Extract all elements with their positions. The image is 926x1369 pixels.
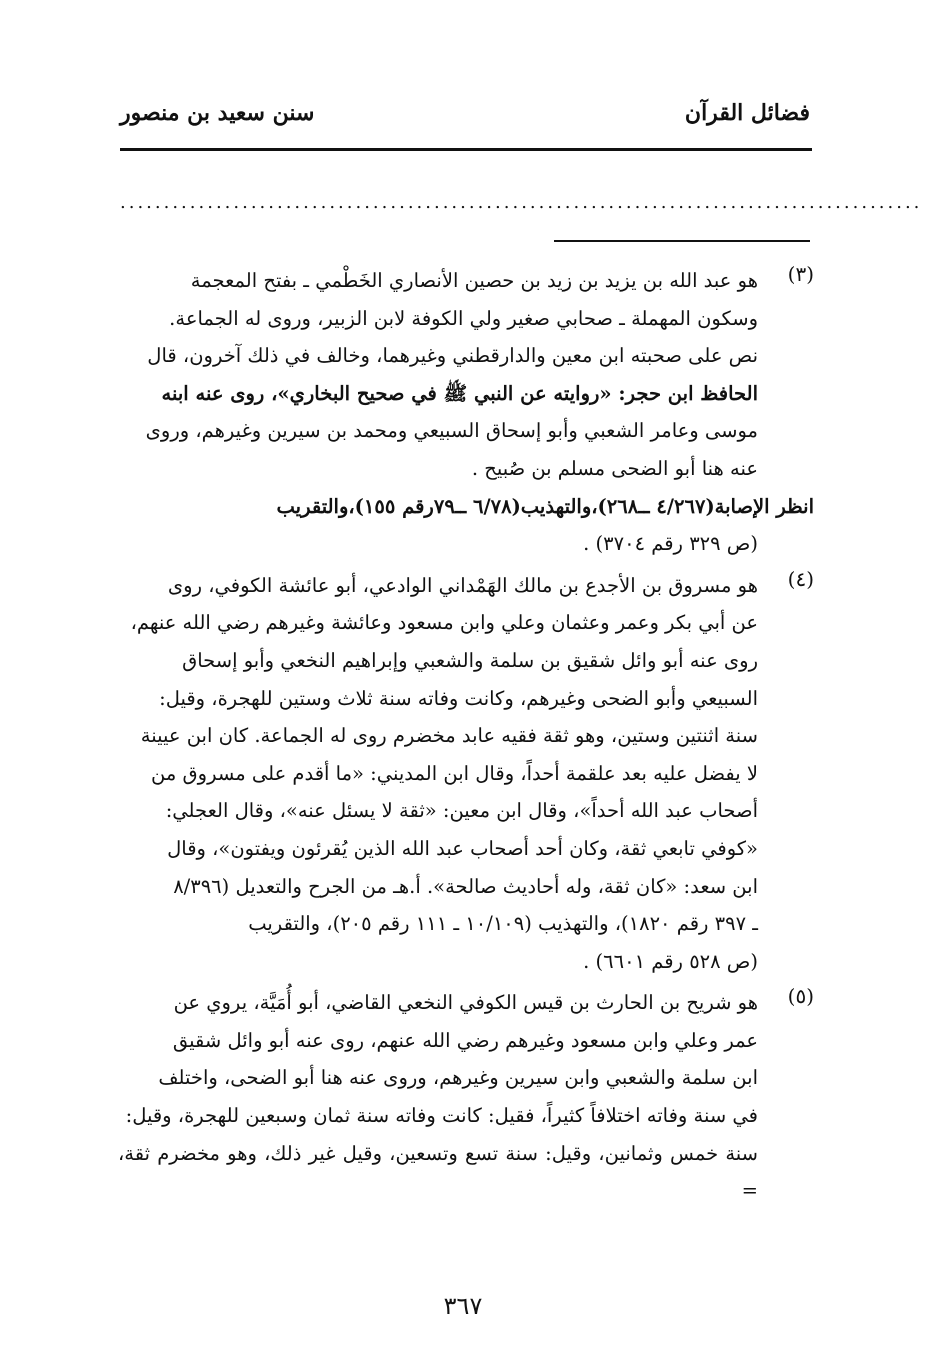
footnote-line: لا يفضل عليه بعد علقمة أحداً، وقال ابن المديني: «ما أقدم على مسروق من [151,761,758,785]
footnote-line: روى عنه أبو وائل شقيق بن سلمة والشعبي وإبراهيم النخعي وأبو إسحاق [182,648,758,672]
running-header [120,100,810,140]
reference-line: (ص ٣٢٩ رقم ٣٧٠٤) . [583,532,758,556]
footnote-line: سنة اثنتين وستين، وهو ثقة فقيه عابد مخضرم روى له الجماعة. كان ابن عيينة [140,724,758,748]
footnote-line: موسى وعامر الشعبي وأبو إسحاق السبيعي ومحمد بن سيرين وغيرهم، وروى [145,419,758,443]
footnote-line: هو مسروق بن الأجدع بن مالك الهَمْداني الوادعي، أبو عائشة الكوفي، روى [167,573,758,597]
footnote-line: سنة خمس وثمانين، وقيل: سنة تسع وتسعين، وقيل غير ذلك، وهو مخضرم ثقة، = [118,1141,758,1203]
footnote-line: وسكون المهملة ـ صحابي صغير ولي الكوفة لابن الزبير، وروى له الجماعة. [169,306,758,330]
footnotes [118,262,814,1214]
footnote-number: (٥) [787,984,814,1009]
footnote-line: الحافظ ابن حجر: «روايته عن النبي ﷺ في صحيح البخاري»، روى عنه ابنه [161,381,758,405]
footnote-4 [118,567,814,981]
footnote-line: ابن سلمة والشعبي وابن سيرين وغيرهم، وروى عنه هنا أبو الضحى، واختلف [158,1066,758,1090]
book-title: سنن سعيد بن منصور [120,100,315,126]
footnote-line: عمر وعلي وابن مسعود وغيرهم رضي الله عنهم، روى عنه أبو وائل شقيق [172,1028,758,1052]
header-rule [120,148,812,151]
footnote-line: في سنة وفاته اختلافاً كثيراً، فقيل: كانت وفاته سنة ثمان وسبعين للهجرة، وقيل: [125,1104,758,1128]
footnote-line: عن أبي بكر وعمر وعثمان وعلي وابن مسعود وعائشة وغيرهم رضي الله عنهم، [130,611,758,635]
footnote-line: السبيعي وأبو الضحى وغيرهم، وكانت وفاته سنة ثلاث وستين للهجرة، وقيل: [159,686,758,710]
footnote-number: (٤) [787,566,814,591]
footnote-line: هو عبد الله بن يزيد بن زيد بن حصين الأنصاري الخَطْمي ـ بفتح المعجمة [190,269,758,292]
footnote-line: «كوفي تابعي ثقة، وكان أحد أصحاب عبد الله الذين يُقرئون ويفتون»، وقال [167,836,758,860]
section-title: فضائل القرآن [684,100,810,126]
footnote-line: أصحاب عبد الله أحداً»، وقال ابن معين: «ثقة لا يسئل عنه»، وقال العجلي: [165,799,758,823]
footnote-line: ابن سعد: «كان ثقة، وله أحاديث صالحة». أ.هـ من الجرح والتعديل (٨/٣٩٦ [173,874,758,898]
page-number: ٣٦٧ [443,1292,483,1320]
reference-block [118,488,814,563]
footnote-line: ـ ٣٩٧ رقم ١٨٢٠)، والتهذيب (١٠/١٠٩ ـ ١١١ رقم ٢٠٥)، والتقريب [248,912,758,936]
footnote-line: عنه هنا أبو الضحى مسلم بن صُبيح . [471,456,758,480]
footnote-number: (٣) [787,262,814,286]
reference-line: انظر الإصابة(٤/٢٦٧ ــ٢٦٨)،والتهذيب(٦/٧٨ ــ٧٩رقم ١٥٥)،والتقريب [276,494,814,518]
footnote-line: نص على صحبته ابن معين والدارقطني وغيرهما، وخالف في ذلك آخرون، قال [147,344,758,368]
footnote-3 [118,262,814,563]
footnote-line: هو شريح بن الحارث بن قيس الكوفي النخعي القاضي، أبو أُمَيَّة، يروي عن [173,991,758,1015]
footnote-line: (ص ٥٢٨ رقم ٦٦٠١) . [583,949,758,973]
dotted-separator: ............................................................................................ [120,192,923,213]
footnote-5 [118,984,814,1210]
footnote-separator [554,240,810,242]
